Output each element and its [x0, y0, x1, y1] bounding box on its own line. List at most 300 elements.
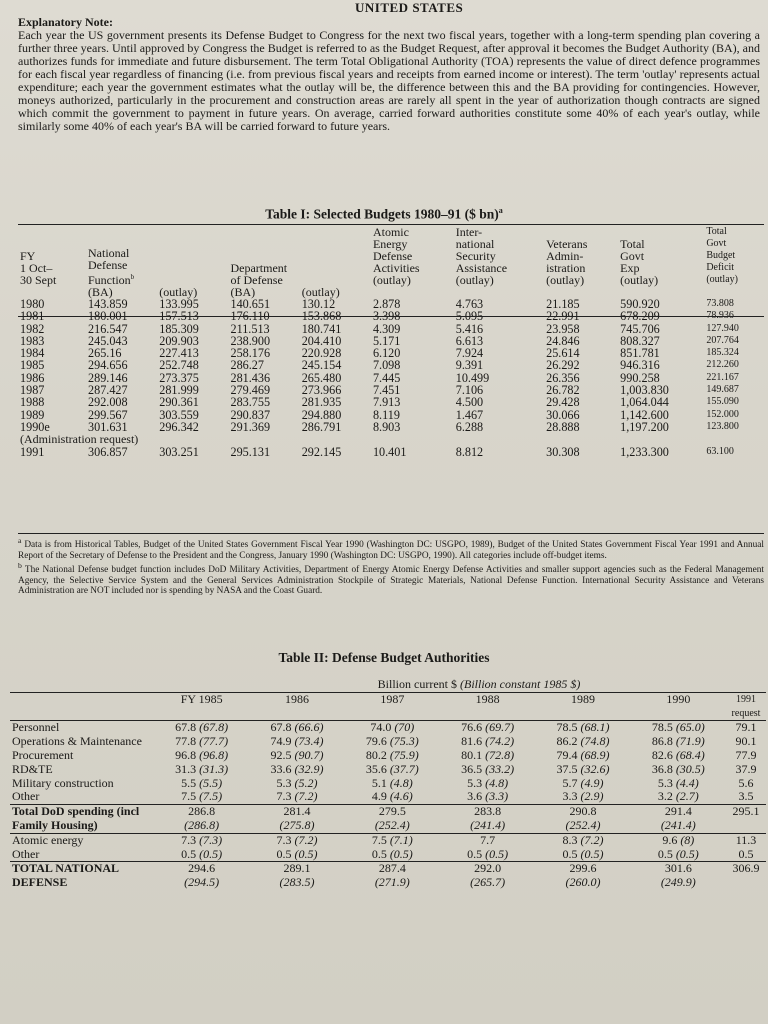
- head-ndf-ba: (BA): [88, 285, 113, 299]
- cell-tgbd: 212.260: [706, 359, 739, 371]
- constant-value: (2.9): [577, 789, 604, 804]
- constant-value: (4.8): [386, 775, 413, 790]
- current-value: 67.8: [175, 720, 197, 735]
- current-value: 3.3: [562, 789, 578, 804]
- cell-dod_ba: 290.837: [230, 407, 271, 422]
- cell-fy: 1984: [20, 346, 45, 361]
- constant-value: (75.3): [386, 734, 419, 749]
- current-value: 36.5: [461, 761, 483, 776]
- current-value: 3.2: [657, 789, 673, 804]
- value-cell: [345, 777, 440, 791]
- current-value: 96.8: [175, 747, 197, 762]
- cell-ndf_ba: 265.16: [88, 346, 122, 361]
- current-value: 77.8: [175, 734, 197, 749]
- constant-value: (252.4): [565, 817, 601, 832]
- cell-ndf_out: 185.309: [159, 321, 199, 336]
- constant-value: (74.2): [482, 734, 515, 749]
- constant-value: (7.3): [196, 832, 223, 847]
- value-cell: [631, 848, 726, 862]
- head-tgbd: Total Govt Budget Deficit (outlay): [706, 226, 738, 285]
- constant-value: (70): [391, 720, 415, 735]
- cell-ndf_out: 303.559: [159, 407, 199, 422]
- value-cell: [249, 763, 344, 777]
- value-cell: [249, 749, 344, 763]
- row-label: Atomic energy: [10, 833, 154, 847]
- cell-dod_out: 204.410: [301, 333, 342, 348]
- current-value: 67.8: [270, 720, 292, 735]
- cell-tgbd: 155.090: [706, 396, 739, 408]
- row-label: Procurement: [12, 747, 74, 762]
- constant-value: (68.4): [672, 747, 705, 762]
- cell-aea: 7.913: [372, 395, 401, 410]
- constant-value: (4.4): [672, 775, 699, 790]
- current-value: 7.3: [276, 832, 292, 847]
- current-value: 74.9: [270, 734, 292, 749]
- year-header: 1990: [631, 692, 726, 721]
- current-value: 78.5: [651, 720, 673, 735]
- constant-value: (3.3): [482, 789, 509, 804]
- cell-tge: 1,233.300: [620, 444, 669, 459]
- table-row: [10, 721, 766, 735]
- cell-aea: 10.401: [372, 444, 407, 459]
- cell-aea: 7.445: [372, 370, 401, 385]
- constant-value: (72.8): [482, 747, 515, 762]
- cell-dod_out: 220.928: [301, 346, 342, 361]
- cell-ndf_out: 133.995: [159, 297, 199, 311]
- footnote-b: $^b$ The National Defense budget function includes DoD Military Activities, Department of Energy Atomic Energy Defense Activities and smaller support agencies such as the Federal Management Agency, the Selective Service System and the General Services Administration Stockpile of Strategic Materials, National Defense Function. International Security Assistance and Veterans Administration are NOT included nor is spending by NASA and the Coast Guard.: [18, 561, 764, 597]
- cell-isa: 4.500: [455, 395, 484, 410]
- cell-aea: 7.098: [372, 358, 401, 373]
- cell-dod_ba: 281.436: [230, 370, 271, 385]
- value-cell: [535, 805, 630, 834]
- constant-value: (75.9): [386, 747, 419, 762]
- value-cell: [631, 833, 726, 847]
- current-value: 7.3: [276, 789, 292, 804]
- value-cell: [154, 790, 249, 804]
- current-value: 31.3: [175, 761, 197, 776]
- cell-va: 22.991: [546, 309, 580, 324]
- current-value: 294.6: [188, 861, 216, 876]
- current-value: 86.2: [556, 734, 578, 749]
- cell-aea: 4.309: [372, 321, 401, 336]
- current-value: 36.8: [651, 761, 673, 776]
- constant-value: (74.8): [577, 734, 610, 749]
- footnotes: [18, 536, 764, 597]
- cell-aea: 2.878: [372, 297, 401, 311]
- current-value: 0.5: [657, 846, 673, 861]
- constant-value: (7.2): [291, 789, 318, 804]
- cell-isa: 6.288: [455, 419, 484, 434]
- cell-dod_ba: 176.110: [230, 309, 270, 324]
- constant-value: (294.5): [184, 875, 220, 890]
- value-cell: [726, 749, 766, 763]
- cell-ndf_ba: 294.656: [88, 358, 128, 373]
- cell-va: 28.888: [546, 419, 580, 434]
- value-cell: [726, 763, 766, 777]
- constant-value: (30.5): [672, 761, 705, 776]
- cell-dod_ba: 211.513: [230, 321, 270, 336]
- table2-years-row: [10, 692, 766, 721]
- cell-tge: 678.209: [620, 309, 660, 324]
- cell-ndf_out: 273.375: [159, 370, 199, 385]
- current-value: 79.1: [735, 720, 757, 735]
- current-value: 5.3: [657, 775, 673, 790]
- constant-value: (4.9): [577, 775, 604, 790]
- cell-tgbd: 127.940: [706, 322, 739, 334]
- current-value: 0.5: [562, 846, 578, 861]
- current-value: 7.3: [181, 832, 197, 847]
- value-cell: [535, 777, 630, 791]
- current-value: 5.3: [276, 775, 292, 790]
- cell-va: 26.292: [546, 358, 580, 373]
- cell-dod_ba: 238.900: [230, 333, 271, 348]
- year-header: 1988: [440, 692, 535, 721]
- current-value: 299.6: [569, 861, 597, 876]
- constant-value: (73.4): [291, 734, 324, 749]
- current-value: 5.5: [181, 775, 197, 790]
- cell-tge: 1,197.200: [620, 419, 669, 434]
- cell-ndf_ba: 289.146: [88, 370, 128, 385]
- value-cell: [440, 805, 535, 834]
- current-value: 301.6: [664, 861, 692, 876]
- value-cell: [440, 763, 535, 777]
- constant-value: (90.7): [291, 747, 324, 762]
- current-value: 9.6: [662, 832, 678, 847]
- table-row-1991: [18, 446, 764, 458]
- cell-tgbd: 152.000: [706, 408, 739, 420]
- current-value: 90.1: [735, 734, 757, 749]
- current-value: 279.5: [378, 804, 406, 819]
- constant-value: (241.4): [470, 817, 506, 832]
- value-cell: [154, 777, 249, 791]
- total-national-defense-row: [10, 862, 766, 890]
- cell-fy: 1986: [20, 370, 45, 385]
- value-cell: [726, 790, 766, 804]
- value-cell: [535, 721, 630, 735]
- value-cell: [726, 862, 766, 890]
- year-header: FY 1985: [154, 692, 249, 721]
- value-cell: [440, 790, 535, 804]
- current-value: 306.9: [732, 861, 760, 876]
- cell-dod_out: 153.868: [301, 309, 342, 324]
- value-cell: [631, 777, 726, 791]
- cell-fy: 1987: [20, 383, 45, 398]
- constant-value: (31.3): [196, 761, 229, 776]
- constant-value: (4.6): [386, 789, 413, 804]
- cell-aea: 7.451: [372, 383, 401, 398]
- constant-value: (0.5): [196, 846, 223, 861]
- constant-value: (252.4): [374, 817, 410, 832]
- constant-value: (71.9): [672, 734, 705, 749]
- table1-head-rule: [18, 316, 764, 317]
- cell-fy: 1981: [20, 309, 45, 324]
- cell-isa: 8.812: [455, 444, 484, 459]
- row-label: Operations & Maintenance: [12, 734, 142, 749]
- current-value: 92.5: [270, 747, 292, 762]
- admin-request-row: [18, 433, 764, 445]
- cell-isa: 9.391: [455, 358, 484, 373]
- value-cell: [154, 833, 249, 847]
- cell-tgbd: 123.800: [706, 420, 739, 432]
- value-cell: [631, 763, 726, 777]
- cell-fy: 1983: [20, 333, 45, 348]
- current-value: 0.5: [738, 846, 754, 861]
- cell-fy: 1991: [20, 444, 45, 459]
- constant-value: (7.2): [577, 832, 604, 847]
- cell-dod_out: 281.935: [301, 395, 342, 410]
- cell-dod_ba: 283.755: [230, 395, 271, 410]
- cell-tge: 946.316: [620, 358, 660, 373]
- cell-va: 23.958: [546, 321, 580, 336]
- cell-ndf_ba: 301.631: [88, 419, 128, 434]
- current-value: 4.9: [371, 789, 387, 804]
- cell-tgbd: 63.100: [706, 445, 734, 457]
- table1: [18, 226, 764, 458]
- constant-value: (32.9): [291, 761, 324, 776]
- constant-value: (7.5): [196, 789, 223, 804]
- head-isa: Inter- national Security Assistance (outlay): [455, 225, 508, 287]
- note-body: Each year the US government presents its Defense Budget to Congress for the next two fiscal years, together with a long-term spending plan covering a further three years. Until approved by Congress the Budget is referred to as the Budget Request, after approval it becomes the Budget Authority (BA), and authorizes funds for immediate and future disbursement. The term Total Obligational Authority (TOA) represents the value of direct defence programmes for each fiscal year regardless of financing (i.e. from previous fiscal years and receipts from earned income or interest). The term 'outlay' represents actual expenditure; each year the government estimates what the outlay will be, the difference between this and the BA providing for contingencies. However, moneys authorized, particularly in the procurement and construction areas are rarely all spent in the year of authorization though contracts are signed which commit the government to payment in future years. On average, carried forward authorities constitute some 40% of each year's outlay, while similarly some 40% of each year's BA will be carried forward to future years.: [18, 28, 760, 133]
- current-value: 5.7: [562, 775, 578, 790]
- head-ndf-outlay: (outlay): [159, 285, 198, 299]
- cell-va: 30.066: [546, 407, 580, 422]
- value-cell: [154, 848, 249, 862]
- value-cell: [726, 848, 766, 862]
- cell-isa: 5.416: [455, 321, 484, 336]
- value-cell: [726, 833, 766, 847]
- cell-dod_ba: 279.469: [230, 383, 271, 398]
- constant-value: (66.6): [291, 720, 324, 735]
- value-cell: [345, 833, 440, 847]
- current-value: 80.1: [461, 747, 483, 762]
- value-cell: [154, 862, 249, 890]
- value-cell: [440, 848, 535, 862]
- admin-request-label: (Administration request): [20, 432, 139, 447]
- cell-dod_out: 245.154: [301, 358, 342, 373]
- cell-ndf_out: 296.342: [159, 419, 199, 434]
- table-row: [10, 735, 766, 749]
- value-cell: [345, 862, 440, 890]
- cell-ndf_out: 252.748: [159, 358, 199, 373]
- constant-value: (241.4): [660, 817, 696, 832]
- cell-va: 26.356: [546, 370, 580, 385]
- value-cell: [535, 790, 630, 804]
- current-value: 81.6: [461, 734, 483, 749]
- current-value: 7.5: [371, 832, 387, 847]
- cell-dod_out: 292.145: [301, 444, 342, 459]
- value-cell: [726, 735, 766, 749]
- year-header: 1986: [249, 692, 344, 721]
- value-cell: [440, 749, 535, 763]
- value-cell: [154, 749, 249, 763]
- other-row: [10, 848, 766, 862]
- value-cell: [535, 833, 630, 847]
- table1-bottom-rule: [18, 533, 764, 534]
- current-value: 0.5: [181, 846, 197, 861]
- cell-va: 24.846: [546, 333, 580, 348]
- head-ndf: National Defense Function$^b$: [88, 246, 135, 287]
- constant-value: (0.5): [672, 846, 699, 861]
- value-cell: [249, 833, 344, 847]
- cell-aea: 6.120: [372, 346, 401, 361]
- cell-va: 30.308: [546, 444, 580, 459]
- current-value: 7.5: [181, 789, 197, 804]
- running-header: UNITED STATES: [355, 0, 464, 15]
- current-value: 76.6: [461, 720, 483, 735]
- constant-value: (0.5): [482, 846, 509, 861]
- current-value: 5.1: [371, 775, 387, 790]
- cell-dod_out: 273.966: [301, 383, 342, 398]
- constant-value: (249.9): [660, 875, 696, 890]
- cell-ndf_ba: 216.547: [88, 321, 128, 336]
- value-cell: [440, 735, 535, 749]
- current-value: 283.8: [474, 804, 502, 819]
- table-row: [10, 763, 766, 777]
- row-label: TOTAL NATIONAL DEFENSE: [10, 862, 154, 890]
- constant-value: (286.8): [184, 817, 220, 832]
- value-cell: [440, 833, 535, 847]
- current-value: 33.6: [270, 761, 292, 776]
- cell-va: 25.614: [546, 346, 580, 361]
- constant-value: (0.5): [291, 846, 318, 861]
- current-value: 289.1: [283, 861, 311, 876]
- cell-ndf_ba: 306.857: [88, 444, 128, 459]
- cell-ndf_out: 281.999: [159, 383, 199, 398]
- constant-value: (7.2): [291, 832, 318, 847]
- current-value: 5.6: [738, 775, 754, 790]
- cell-tgbd: 73.808: [706, 298, 734, 309]
- current-value: 79.6: [365, 734, 387, 749]
- value-cell: [249, 805, 344, 834]
- value-cell: [440, 862, 535, 890]
- row-label: Other: [12, 789, 40, 804]
- cell-isa: 1.467: [455, 407, 484, 422]
- constant-value: (69.7): [482, 720, 515, 735]
- current-value: 0.5: [371, 846, 387, 861]
- table2-currency-row: [10, 678, 766, 692]
- constant-value: (5.5): [196, 775, 223, 790]
- current-value: 286.8: [188, 804, 216, 819]
- current-value: 82.6: [651, 747, 673, 762]
- row-label: Military construction: [12, 775, 114, 790]
- cell-fy: 1988: [20, 395, 45, 410]
- constant-value: (0.5): [577, 846, 604, 861]
- constant-value: (68.1): [577, 720, 610, 735]
- value-cell: [535, 862, 630, 890]
- row-label: RD&TE: [12, 761, 53, 776]
- value-cell: [440, 721, 535, 735]
- cell-ndf_ba: 245.043: [88, 333, 128, 348]
- constant-value: (77.7): [196, 734, 229, 749]
- current-value: 5.3: [467, 775, 483, 790]
- cell-fy: 1985: [20, 358, 45, 373]
- cell-isa: 4.763: [455, 297, 484, 311]
- cell-dod_out: 294.880: [301, 407, 342, 422]
- table-row: [18, 396, 764, 408]
- atomic-energy-row: [10, 833, 766, 847]
- cell-tgbd: 78.936: [706, 310, 734, 322]
- cell-ndf_ba: 299.567: [88, 407, 128, 422]
- value-cell: [631, 721, 726, 735]
- constant-value: (271.9): [374, 875, 410, 890]
- cell-aea: 5.171: [372, 333, 401, 348]
- constant-value: (275.8): [279, 817, 315, 832]
- row-label: Total DoD spending (incl Family Housing): [10, 805, 154, 834]
- cell-isa: 10.499: [455, 370, 490, 385]
- value-cell: [345, 763, 440, 777]
- cell-tgbd: 185.324: [706, 347, 739, 359]
- cell-isa: 7.924: [455, 346, 484, 361]
- cell-tgbd: 207.764: [706, 334, 739, 346]
- current-value: 290.8: [569, 804, 597, 819]
- value-cell: [535, 735, 630, 749]
- value-cell: [726, 805, 766, 834]
- cell-dod_ba: 291.369: [230, 419, 271, 434]
- cell-tge: 1,064.044: [620, 395, 669, 410]
- value-cell: [726, 777, 766, 791]
- cell-ndf_out: 227.413: [159, 346, 199, 361]
- value-cell: [345, 735, 440, 749]
- cell-ndf_ba: 143.859: [88, 297, 128, 311]
- note-title: Explanatory Note:: [18, 15, 113, 29]
- current-value: 86.8: [651, 734, 673, 749]
- constant-value: (67.8): [196, 720, 229, 735]
- current-value: 77.9: [735, 747, 757, 762]
- cell-ndf_out: 290.361: [159, 395, 199, 410]
- value-cell: [345, 848, 440, 862]
- current-value: 291.4: [664, 804, 692, 819]
- year-header: 1989: [535, 692, 630, 721]
- current-value: 80.2: [365, 747, 387, 762]
- current-value: 3.5: [738, 789, 754, 804]
- current-value: 37.5: [556, 761, 578, 776]
- constant-value: (5.2): [291, 775, 318, 790]
- current-value: 7.7: [480, 832, 496, 847]
- value-cell: [249, 862, 344, 890]
- value-cell: [249, 721, 344, 735]
- cell-ndf_out: 209.903: [159, 333, 199, 348]
- value-cell: [726, 721, 766, 735]
- cell-dod_out: 286.791: [301, 419, 342, 434]
- cell-ndf_ba: 287.427: [88, 383, 128, 398]
- cell-dod_out: 180.741: [301, 321, 342, 336]
- cell-ndf_ba: 180.001: [88, 309, 128, 324]
- current-value: 35.6: [365, 761, 387, 776]
- table2-title: Table II: Defense Budget Authorities: [278, 650, 490, 665]
- cell-tge: 590.920: [620, 297, 660, 311]
- constant-value: (265.7): [470, 875, 506, 890]
- value-cell: [249, 848, 344, 862]
- cell-tgbd: 221.167: [706, 371, 739, 383]
- cell-dod_ba: 295.131: [230, 444, 271, 459]
- value-cell: [535, 763, 630, 777]
- cell-dod_ba: 286.27: [230, 358, 264, 373]
- constant-value: (65.0): [672, 720, 705, 735]
- constant-value: (68.9): [577, 747, 610, 762]
- head-dod-ba: (BA): [230, 285, 256, 299]
- value-cell: [345, 749, 440, 763]
- cell-ndf_ba: 292.008: [88, 395, 128, 410]
- constant-value: (7.1): [386, 832, 413, 847]
- current-value: 295.1: [732, 804, 760, 819]
- cell-va: 29.428: [546, 395, 580, 410]
- constant-value: (4.8): [482, 775, 509, 790]
- currency-label: Billion current $ (Billion constant 1985 $): [377, 677, 581, 691]
- table-row: [10, 749, 766, 763]
- value-cell: [249, 790, 344, 804]
- current-value: 78.5: [556, 720, 578, 735]
- total-dod-row: [10, 805, 766, 834]
